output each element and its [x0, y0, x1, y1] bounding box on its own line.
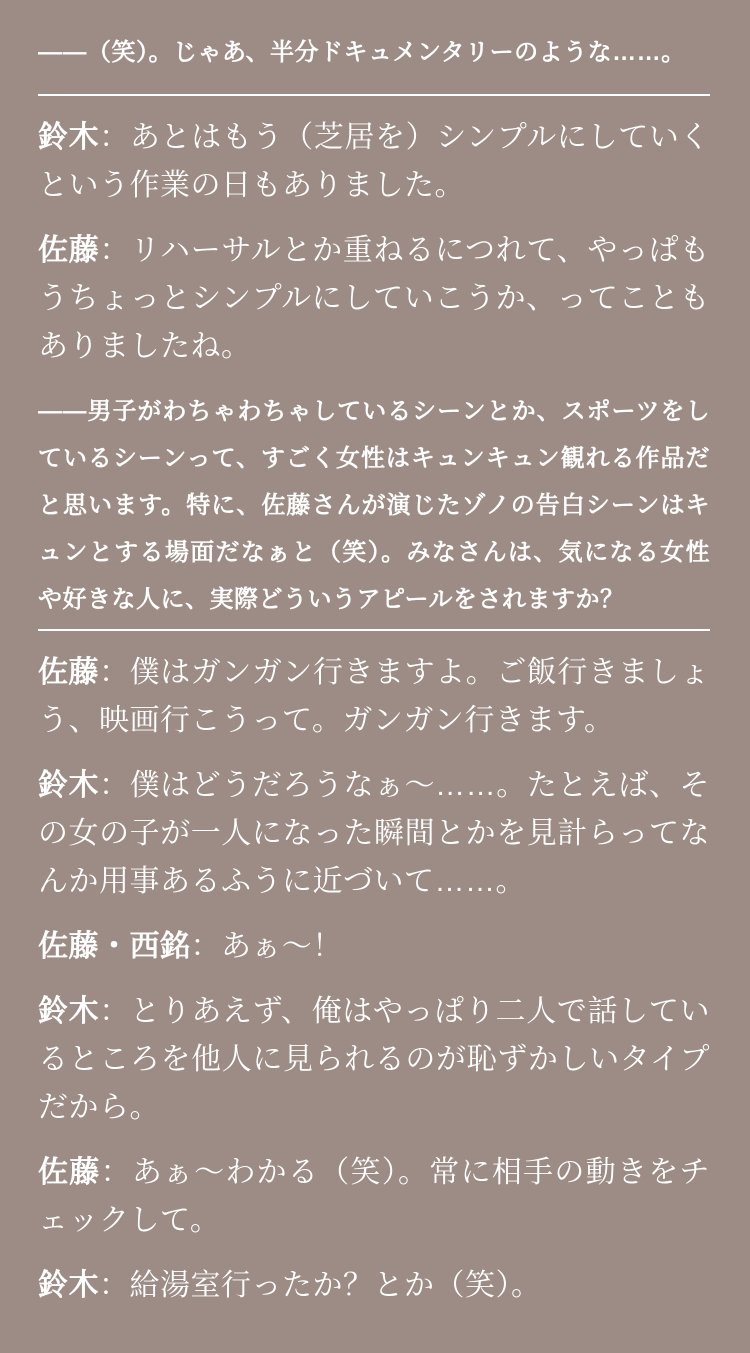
speaker-separator: ：: [99, 121, 130, 154]
dialogue-text: リハーサルとか重ねるにつれて、やっぱもうちょっとシンプルにしていこうか、ってこともありましたね。: [38, 234, 710, 363]
speaker-separator: ：: [190, 930, 221, 963]
speaker-name: 佐藤: [38, 656, 100, 689]
dialogue-paragraph: [38, 762, 710, 906]
speaker-separator: ：: [99, 234, 131, 267]
dialogue-text: 僕はどうだろうなぁ～……。たとえば、その女の子が一人になった瞬間とかを見計らってなんか用事あるふうに近づいて……。: [38, 769, 711, 898]
speaker-separator: ：: [99, 1269, 130, 1302]
speaker-name: 鈴木: [38, 995, 100, 1028]
dialogue-paragraph: [38, 649, 710, 745]
dialogue-paragraph: [38, 227, 710, 371]
speaker-name: 鈴木: [38, 1269, 99, 1302]
speaker-name: 鈴木: [38, 769, 100, 802]
dialogue-text: あとはもう（芝居を）シンプルにしていくという作業の日もありました。: [38, 121, 710, 202]
speaker-separator: ：: [100, 1156, 132, 1189]
section-divider: [38, 94, 710, 96]
dialogue-paragraph: [38, 1262, 710, 1310]
speaker-name: 佐藤: [38, 234, 100, 267]
dialogue-paragraph: [38, 1149, 710, 1245]
dialogue-text: 僕はガンガン行きますよ。ご飯行きましょう、映画行こうって。ガンガン行きます。: [38, 656, 711, 737]
dialogue-text: とりあえず、俺はやっぱり二人で話しているところを他人に見られるのが恥ずかしいタイプだから。: [38, 995, 711, 1124]
dialogue-paragraph: [38, 114, 710, 210]
dialogue-text: 給湯室行ったか？とか（笑）。: [129, 1269, 542, 1302]
dialogue-paragraph: [38, 988, 710, 1132]
speaker-name: 鈴木: [38, 121, 100, 154]
interviewer-question: ——男子がわちゃわちゃしているシーンとか、スポーツをしているシーンって、すごく女性はキュンキュン観れる作品だと思います。特に、佐藤さんが演じたゾノの告白シーンはキュンとする場面だなぁと（笑）。みなさんは、気になる女性や好きな人に、実際どういうアピールをされますか？: [38, 398, 710, 613]
dialogue-paragraph: [38, 923, 710, 971]
speaker-separator: ：: [99, 769, 130, 802]
dialogue-text: あぁ～！: [221, 930, 343, 963]
speaker-separator: ：: [99, 656, 130, 689]
section-divider: [38, 629, 710, 631]
interviewer-question: ——（笑）。じゃあ、半分ドキュメンタリーのような……。: [38, 39, 686, 66]
speaker-name: 佐藤・西銘: [38, 930, 191, 963]
dialogue-text: あぁ～わかる（笑）。常に相手の動きをチェックして。: [38, 1156, 711, 1237]
speaker-name: 佐藤: [38, 1156, 101, 1189]
speaker-separator: ：: [99, 995, 130, 1028]
